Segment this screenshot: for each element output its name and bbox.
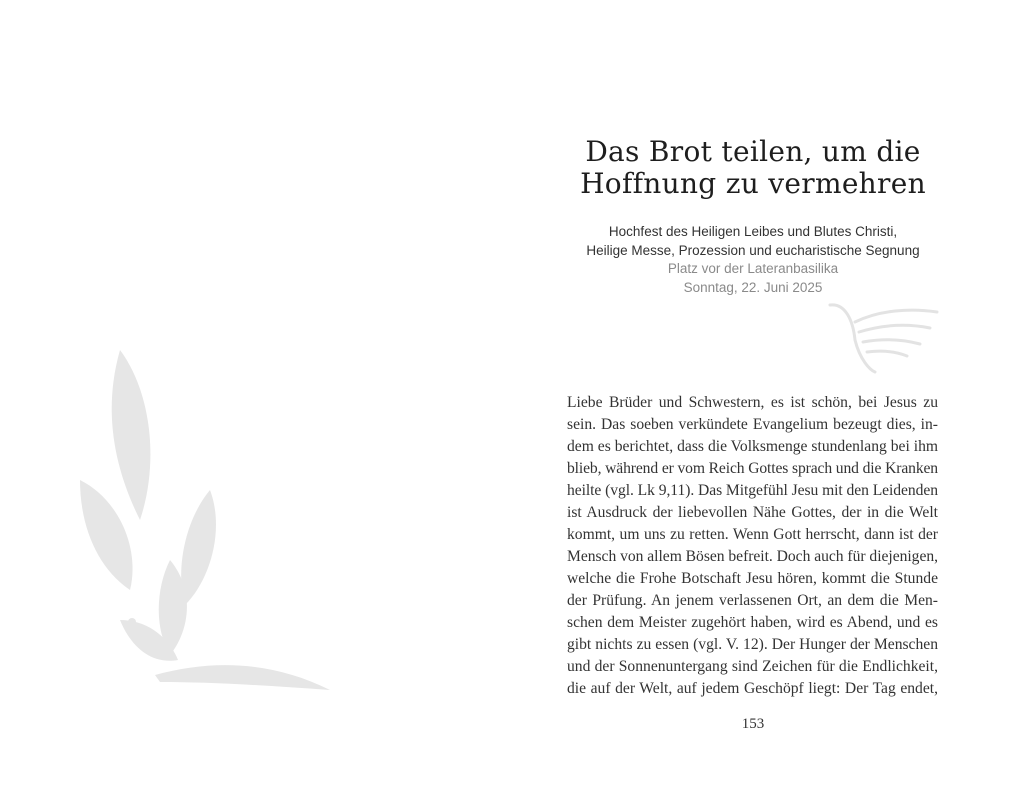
body-line: Liebe Brüder und Schwestern, es ist schön, bei Jesus zu (567, 394, 938, 411)
body-line: kommt, um uns zu retten. Wenn Gott herrscht, dann ist der (567, 526, 938, 543)
page-title (560, 136, 946, 200)
body-line: Mensch von allem Bösen befreit. Doch auch für diejenigen, (567, 548, 938, 565)
place: Platz vor der Lateranbasilika (667, 261, 839, 276)
body-line: heilte (vgl. Lk 9,11). Das Mitgefühl Jesu mit den Leidenden (567, 482, 938, 499)
body-line: blieb, während er vom Reich Gottes sprach und die Kranken (567, 460, 938, 477)
title-line: Das Brot teilen, um die (585, 135, 921, 168)
title-line: Hoffnung zu vermehren (580, 167, 926, 200)
body-line: der Prüfung. An jenem verlassenen Ort, an dem die Men- (567, 592, 938, 609)
body-line: schen dem Meister zugehört haben, wird es Abend, und es (567, 614, 938, 631)
body-line: sein. Das soeben verkündete Evangelium bezeugt dies, in- (567, 416, 938, 433)
body-line: die auf der Welt, auf jedem Geschöpf liegt: Der Tag endet, (567, 680, 938, 697)
page-number: 153 (741, 716, 765, 732)
date: Sonntag, 22. Juni 2025 (683, 279, 823, 295)
body-line: ist Ausdruck der liebevollen Nähe Gottes, der in die Welt (567, 504, 938, 521)
occasion-line: Heilige Messe, Prozession und eucharistische Segnung (586, 242, 920, 258)
occasion-line: Hochfest des Heiligen Leibes und Blutes Christi, (608, 224, 898, 239)
body-line: dem es berichtet, dass die Volksmenge stundenlang bei ihm (567, 438, 938, 455)
olive-branch-icon (60, 330, 360, 710)
body-line: und der Sonnenuntergang sind Zeichen für die Endlichkeit, (567, 658, 938, 675)
body-text (567, 392, 938, 700)
body-line: welche die Frohe Botschaft Jesu hören, kommt die Stunde (567, 570, 938, 587)
subtitle-block (560, 223, 946, 297)
dove-icon (825, 300, 945, 375)
body-line: gibt nichts zu essen (vgl. V. 12). Der Hunger der Menschen (567, 636, 938, 653)
